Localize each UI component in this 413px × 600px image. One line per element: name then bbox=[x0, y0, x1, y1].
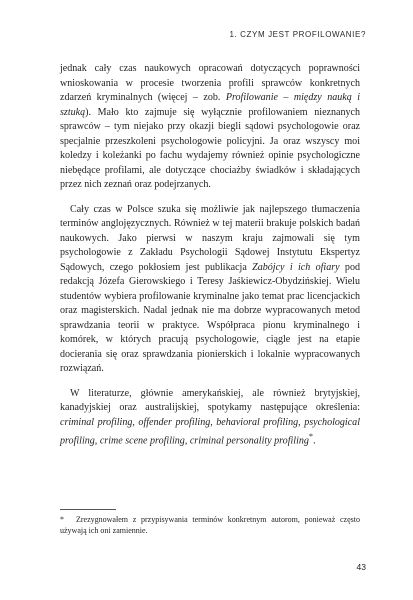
page-number: 43 bbox=[356, 562, 366, 572]
paragraph-3: W literaturze, głównie amerykańskiej, ale również brytyjskiej, kanadyjskiej oraz australijskiej, spotykamy następujące określenia: criminal profiling, offender profiling, behavioral profiling, psychological profiling, crime scene profiling, criminal personality profiling*. bbox=[60, 387, 360, 447]
paragraph-2: Cały czas w Polsce szuka się możliwie jak najlepszego tłumaczenia terminów anglojęzycznych. Również w tej materii brakuje polskich badań naukowych. Jako pierwsi w naszym kraju zajmowali się tym psychologowie z Zakładu Psychologii Sądowej Instytutu Ekspertyz Sądowych, czego pokłosiem jest publikacja Zabójcy i ich ofiary pod redakcją Józefa Gierowskiego i Teresy Jaśkiewicz-Obydzińskiej. Wielu studentów wybiera profilowanie kryminalne jako temat prac licencjackich oraz magisterskich. Nadal jednak nie ma dobrze wypracowanych metod sprawdzania teorii w praktyce. Współpraca pionu kryminalnego i komórek, w których pracują psychologowie, ciągle jest na etapie docierania się oraz sprawdzania pionierskich i lokalnie wypracowanych rozwiązań. bbox=[60, 203, 361, 374]
footnote-mark: * bbox=[60, 515, 64, 524]
footnote-text: Zrezygnowałem z przypisywania terminów konkretnym autorom, ponieważ często używają ich oni zamiennie. bbox=[60, 515, 360, 535]
paragraph-1: jednak cały czas naukowych opracowań dotyczących poprawności wnioskowania w procesie tworzenia profili sprawców konkretnych zdarzeń kryminalnych (więcej – zob. Profilowanie – między nauką i sztuką). Mało kto zajmuje się wyłącznie profilowaniem nieznanych sprawców – tym niejako przy okazji biegli sądowi psychologowie oraz specjalnie przeszkoleni psychologowie policyjni. Ja oraz wszyscy moi koledzy i koleżanki po fachu wydajemy również opinie psychologiczne niebędące profilami, ale dotyczące chociażby świadków i składających przez nich zeznań oraz podejrzanych. bbox=[60, 63, 360, 190]
running-head: 1. CZYM JEST PROFILOWANIE? bbox=[229, 30, 366, 39]
footnote-rule bbox=[60, 509, 116, 510]
body-text bbox=[60, 62, 360, 449]
footnote bbox=[60, 514, 360, 536]
